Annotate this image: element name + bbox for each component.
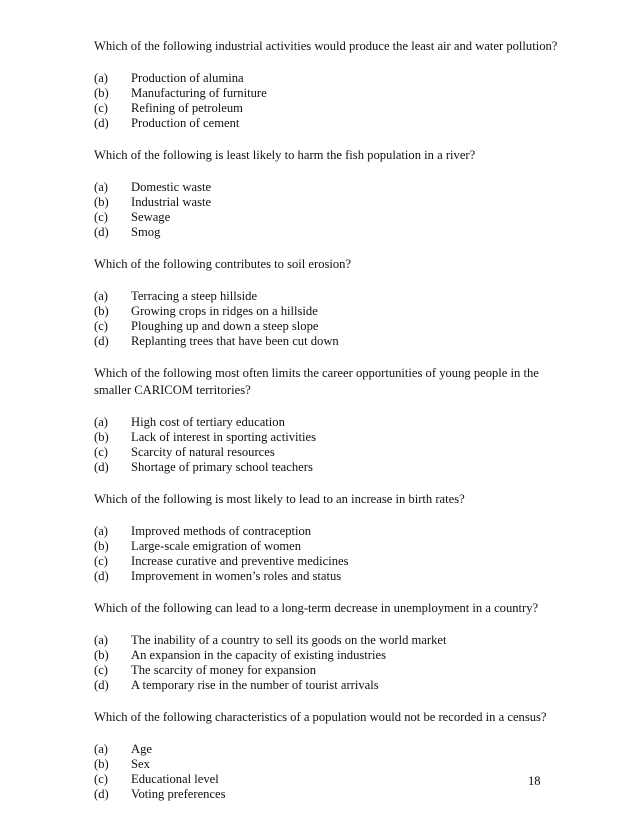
option-text: Scarcity of natural resources	[131, 445, 275, 459]
option-letter: (a)	[94, 524, 108, 538]
answer-option	[94, 415, 564, 430]
option-letter: (c)	[94, 319, 108, 333]
option-letter: (b)	[94, 86, 109, 100]
question-stem: Which of the following contributes to soil erosion?	[94, 257, 352, 271]
question-7	[94, 709, 564, 802]
question-5	[94, 491, 564, 584]
question-1	[94, 38, 564, 131]
option-letter: (d)	[94, 116, 109, 130]
answer-option	[94, 772, 564, 787]
answer-option	[94, 195, 564, 210]
option-text: Large-scale emigration of women	[131, 539, 302, 553]
option-letter: (d)	[94, 569, 109, 583]
option-letter: (c)	[94, 663, 108, 677]
option-text: High cost of tertiary education	[131, 415, 285, 429]
question-stem: Which of the following can lead to a long-term decrease in unemployment in a country?	[94, 601, 539, 615]
option-text: A temporary rise in the number of tourist arrivals	[131, 678, 379, 692]
option-text: Sex	[131, 757, 150, 771]
option-letter: (a)	[94, 742, 108, 756]
option-text: Shortage of primary school teachers	[131, 460, 313, 474]
page-number: 18	[528, 774, 541, 788]
answer-option	[94, 334, 564, 349]
question-stem: Which of the following most often limits the career opportunities of young people in the smaller CARICOM territories?	[94, 366, 539, 397]
option-letter: (b)	[94, 648, 109, 662]
answer-option	[94, 445, 564, 460]
answer-option	[94, 742, 564, 757]
answer-option	[94, 71, 564, 86]
option-letter: (a)	[94, 71, 108, 85]
option-text: Production of alumina	[131, 71, 244, 85]
option-letter: (d)	[94, 787, 109, 801]
option-letter: (b)	[94, 539, 109, 553]
answer-option	[94, 787, 564, 802]
option-text: Lack of interest in sporting activities	[131, 430, 317, 444]
option-letter: (d)	[94, 460, 109, 474]
question-6	[94, 600, 564, 693]
answer-option	[94, 648, 564, 663]
option-text: An expansion in the capacity of existing industries	[131, 648, 386, 662]
option-letter: (a)	[94, 180, 108, 194]
option-text: Refining of petroleum	[131, 101, 243, 115]
question-list	[94, 38, 564, 818]
answer-option	[94, 225, 564, 240]
answer-option	[94, 524, 564, 539]
answer-option	[94, 210, 564, 225]
option-text: Ploughing up and down a steep slope	[131, 319, 319, 333]
question-stem: Which of the following is most likely to lead to an increase in birth rates?	[94, 492, 465, 506]
answer-option	[94, 569, 564, 584]
answer-option	[94, 319, 564, 334]
option-letter: (c)	[94, 210, 108, 224]
question-3	[94, 256, 564, 349]
option-text: Educational level	[131, 772, 219, 786]
question-2	[94, 147, 564, 240]
answer-option	[94, 663, 564, 678]
question-stem: Which of the following industrial activities would produce the least air and water pollution?	[94, 39, 558, 53]
answer-option	[94, 678, 564, 693]
option-letter: (b)	[94, 430, 109, 444]
option-text: Terracing a steep hillside	[131, 289, 258, 303]
option-text: Smog	[131, 225, 161, 239]
option-text: Increase curative and preventive medicines	[131, 554, 349, 568]
option-text: Growing crops in ridges on a hillside	[131, 304, 318, 318]
option-letter: (a)	[94, 289, 108, 303]
option-letter: (c)	[94, 772, 108, 786]
option-text: Replanting trees that have been cut down	[131, 334, 339, 348]
question-stem: Which of the following is least likely to harm the fish population in a river?	[94, 148, 476, 162]
answer-option	[94, 180, 564, 195]
answer-option	[94, 116, 564, 131]
question-stem: Which of the following characteristics of a population would not be recorded in a census?	[94, 710, 547, 724]
question-4	[94, 365, 564, 475]
option-letter: (b)	[94, 304, 109, 318]
option-text: Voting preferences	[131, 787, 226, 801]
option-letter: (b)	[94, 757, 109, 771]
option-text: The inability of a country to sell its goods on the world market	[131, 633, 447, 647]
option-text: Improvement in women’s roles and status	[131, 569, 342, 583]
answer-option	[94, 304, 564, 319]
answer-option	[94, 633, 564, 648]
answer-option	[94, 430, 564, 445]
option-text: Sewage	[131, 210, 171, 224]
option-letter: (a)	[94, 633, 108, 647]
option-text: Manufacturing of furniture	[131, 86, 267, 100]
option-letter: (b)	[94, 195, 109, 209]
option-text: Improved methods of contraception	[131, 524, 312, 538]
answer-option	[94, 101, 564, 116]
answer-option	[94, 554, 564, 569]
answer-option	[94, 539, 564, 554]
option-letter: (c)	[94, 101, 108, 115]
option-letter: (c)	[94, 554, 108, 568]
option-text: Domestic waste	[131, 180, 212, 194]
answer-option	[94, 460, 564, 475]
option-letter: (c)	[94, 445, 108, 459]
option-text: Production of cement	[131, 116, 240, 130]
option-letter: (d)	[94, 678, 109, 692]
option-text: Age	[131, 742, 152, 756]
option-text: The scarcity of money for expansion	[131, 663, 316, 677]
option-letter: (a)	[94, 415, 108, 429]
option-letter: (d)	[94, 225, 109, 239]
answer-option	[94, 86, 564, 101]
option-letter: (d)	[94, 334, 109, 348]
answer-option	[94, 289, 564, 304]
option-text: Industrial waste	[131, 195, 212, 209]
answer-option	[94, 757, 564, 772]
